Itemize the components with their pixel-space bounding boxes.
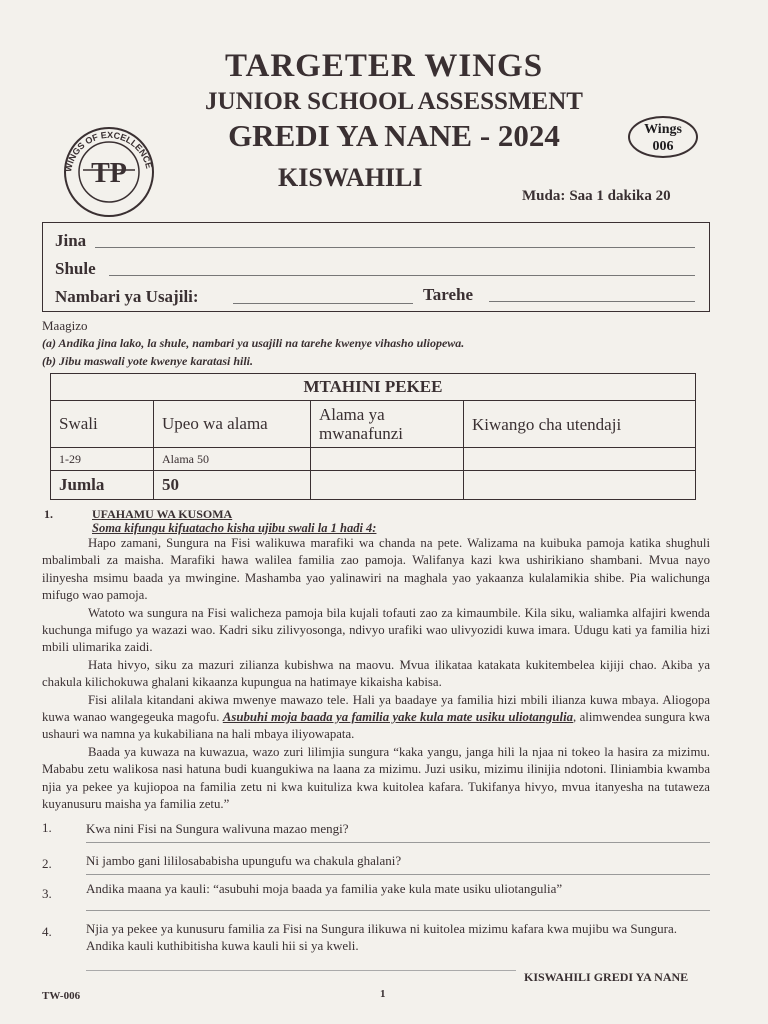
registration-label: Nambari ya Usajili: (55, 287, 199, 306)
name-field[interactable] (95, 247, 695, 248)
header-kiwango: Kiwango cha utendaji (464, 401, 696, 448)
question-number: 1. (42, 820, 52, 835)
answer-line-1[interactable] (86, 842, 710, 843)
passage-paragraph-3: Hata hivyo, siku za mazuri zilianza kubishwa na maovu. Mvua ilikataa katakata kukitembelea kijiji chao. Akiba ya chakula kilichokuwa ghalani kikaanza kupungua na hatimaye kikaisha kabisa. (42, 657, 710, 690)
header-swali: Swali (51, 401, 154, 448)
footer-subject: KISWAHILI GREDI YA NANE (524, 970, 689, 984)
section-number: 1. (44, 507, 53, 521)
passage-p4-start: Fisi alilala kitandani akiwa mwenye mawazo tele. Hali ya baadaye ya familia hizi mbili ilianza kuwa mbaya. Aliogopa kuwa wanao wangegeuka magofu. (42, 692, 710, 725)
section-title: UFAHAMU WA KUSOMA (92, 507, 233, 521)
question-number: 2. (42, 856, 52, 871)
examiner-table-title: MTAHINI PEKEE (51, 374, 696, 401)
instruction-a: (a) Andika jina lako, la shule, nambari ya usajili na tarehe kwenye vihasho uliopewa. (42, 336, 465, 350)
logo-text: WINGS OF EXCELLENCE (63, 129, 155, 173)
duration-label: Muda: (522, 188, 566, 204)
question-text: Njia ya pekee ya kunusuru familia za Fisi na Sungura ilikuwa ni kuitolea mizimu kafara kwa mujibu wa Sungura. Andika kauli kuthibitisha kuwa kauli hii si ya kweli. (86, 921, 677, 953)
question-text: Kwa nini Fisi na Sungura walivuna mazao mengi? (86, 821, 349, 836)
date-label: Tarehe (423, 285, 474, 304)
badge-line-1: Wings (644, 122, 682, 137)
name-label: Jina (55, 231, 87, 250)
passage-p4-end: , alimwendea sungura kwa ushauri wa namna ya kukabiliana na hali mbaya iliyowapata. (42, 710, 710, 742)
question-text: Ni jambo gani lililosababisha upungufu wa chakula ghalani? (86, 853, 402, 868)
instructions-heading: Maagizo (42, 318, 88, 333)
cell-range: 1-29 (51, 448, 154, 471)
instruction-b: (b) Jibu maswali yote kwenye karatasi hili. (42, 354, 254, 368)
question-number: 4. (42, 924, 52, 939)
exam-subject: KISWAHILI (278, 163, 423, 192)
school-label: Shule (55, 259, 96, 278)
question-number: 3. (42, 886, 52, 901)
header-upeo: Upeo wa alama (154, 401, 311, 448)
duration (522, 188, 675, 205)
table-row (51, 448, 696, 471)
passage-paragraph-4 (42, 692, 710, 744)
school-field[interactable] (109, 275, 695, 276)
cell-total-performance[interactable] (464, 471, 696, 500)
reading-passage (42, 535, 710, 814)
cell-total-student[interactable] (311, 471, 464, 500)
exam-subtitle: JUNIOR SCHOOL ASSESSMENT (205, 88, 583, 115)
student-info-box (42, 222, 710, 312)
page-number: 1 (380, 988, 386, 1000)
table-row (51, 401, 696, 448)
passage-p4-emphasis: Asubuhi moja baada ya familia yake kula mate usiku uliotangulia (222, 710, 574, 725)
registration-field[interactable] (233, 303, 413, 304)
badge-line-2: 006 (652, 139, 674, 154)
duration-value: Saa 1 dakika 20 (569, 188, 671, 204)
logo-letters: TP (91, 158, 127, 189)
footer-code: TW-006 (42, 990, 81, 1002)
table-row (51, 471, 696, 500)
examiner-table (50, 373, 696, 500)
section-instruction: Soma kifungu kifuatacho kisha ujibu swali la 1 hadi 4: (92, 521, 377, 535)
exam-grade: GREDI YA NANE - 2024 (228, 118, 560, 153)
passage-paragraph-2: Watoto wa sungura na Fisi walicheza pamoja bila kujali tofauti zao za kimaumbile. Kila siku, waliamka alfajiri kwenda kuchunga mifugo ya wazazi wao. Kadri siku zilivyosonga, ndivyo urafiki wao ulivyozidi kuwa imara. Udugu kati ya familia hizi mbili ulimarika zaidi. (42, 605, 710, 655)
cell-student-marks[interactable] (311, 448, 464, 471)
cell-total-max: 50 (154, 471, 311, 500)
header-alama-mwanafunzi: Alama ya mwanafunzi (311, 401, 464, 448)
cell-total-label: Jumla (51, 471, 154, 500)
passage-paragraph-1: Hapo zamani, Sungura na Fisi walikuwa marafiki wa chanda na pete. Walizama na kuibuka pamoja katika shughuli mbalimbali za maisha. Marafiki hawa walilea familia zao pamoja. Walifanya kazi kwa ushirikiano shambani. Mvua nayo ilinyesha msimu baada ya mwingine. Mashamba yao yalinawiri na maghala yao yakaanza kulalamikia shibe. Pia walichunga mifugo wao pamoja. (42, 536, 710, 603)
footer-rule (86, 970, 516, 971)
paper-code-badge (628, 116, 698, 158)
passage-paragraph-5: Baada ya kuwaza na kuwazua, wazo zuri lilimjia sungura “kaka yangu, janga hili la njaa ni tokeo la hasira za mizimu. Mababu zetu walikosa nasi hatuna budi kuangukiwa na laana za mizimu. Juzi usiku, mizimu ilinijia ndotoni. Iliniambia kwamba njia ya pekee ya kujiopoa na familia zetu ni kwa kuituliza kwa kuitolea kafara. Tukifanya hivyo, mvua itanyesha na tutaweza kuyanusuru maisha ya familia zetu.” (42, 744, 710, 812)
exam-title: TARGETER WINGS (224, 48, 544, 84)
question-text: Andika maana ya kauli: “asubuhi moja baada ya familia yake kula mate usiku uliotangulia” (86, 881, 563, 896)
answer-line-2[interactable] (86, 874, 710, 875)
date-field[interactable] (489, 301, 695, 302)
answer-line-3[interactable] (86, 910, 710, 911)
cell-performance[interactable] (464, 448, 696, 471)
cell-max-marks: Alama 50 (154, 448, 311, 471)
